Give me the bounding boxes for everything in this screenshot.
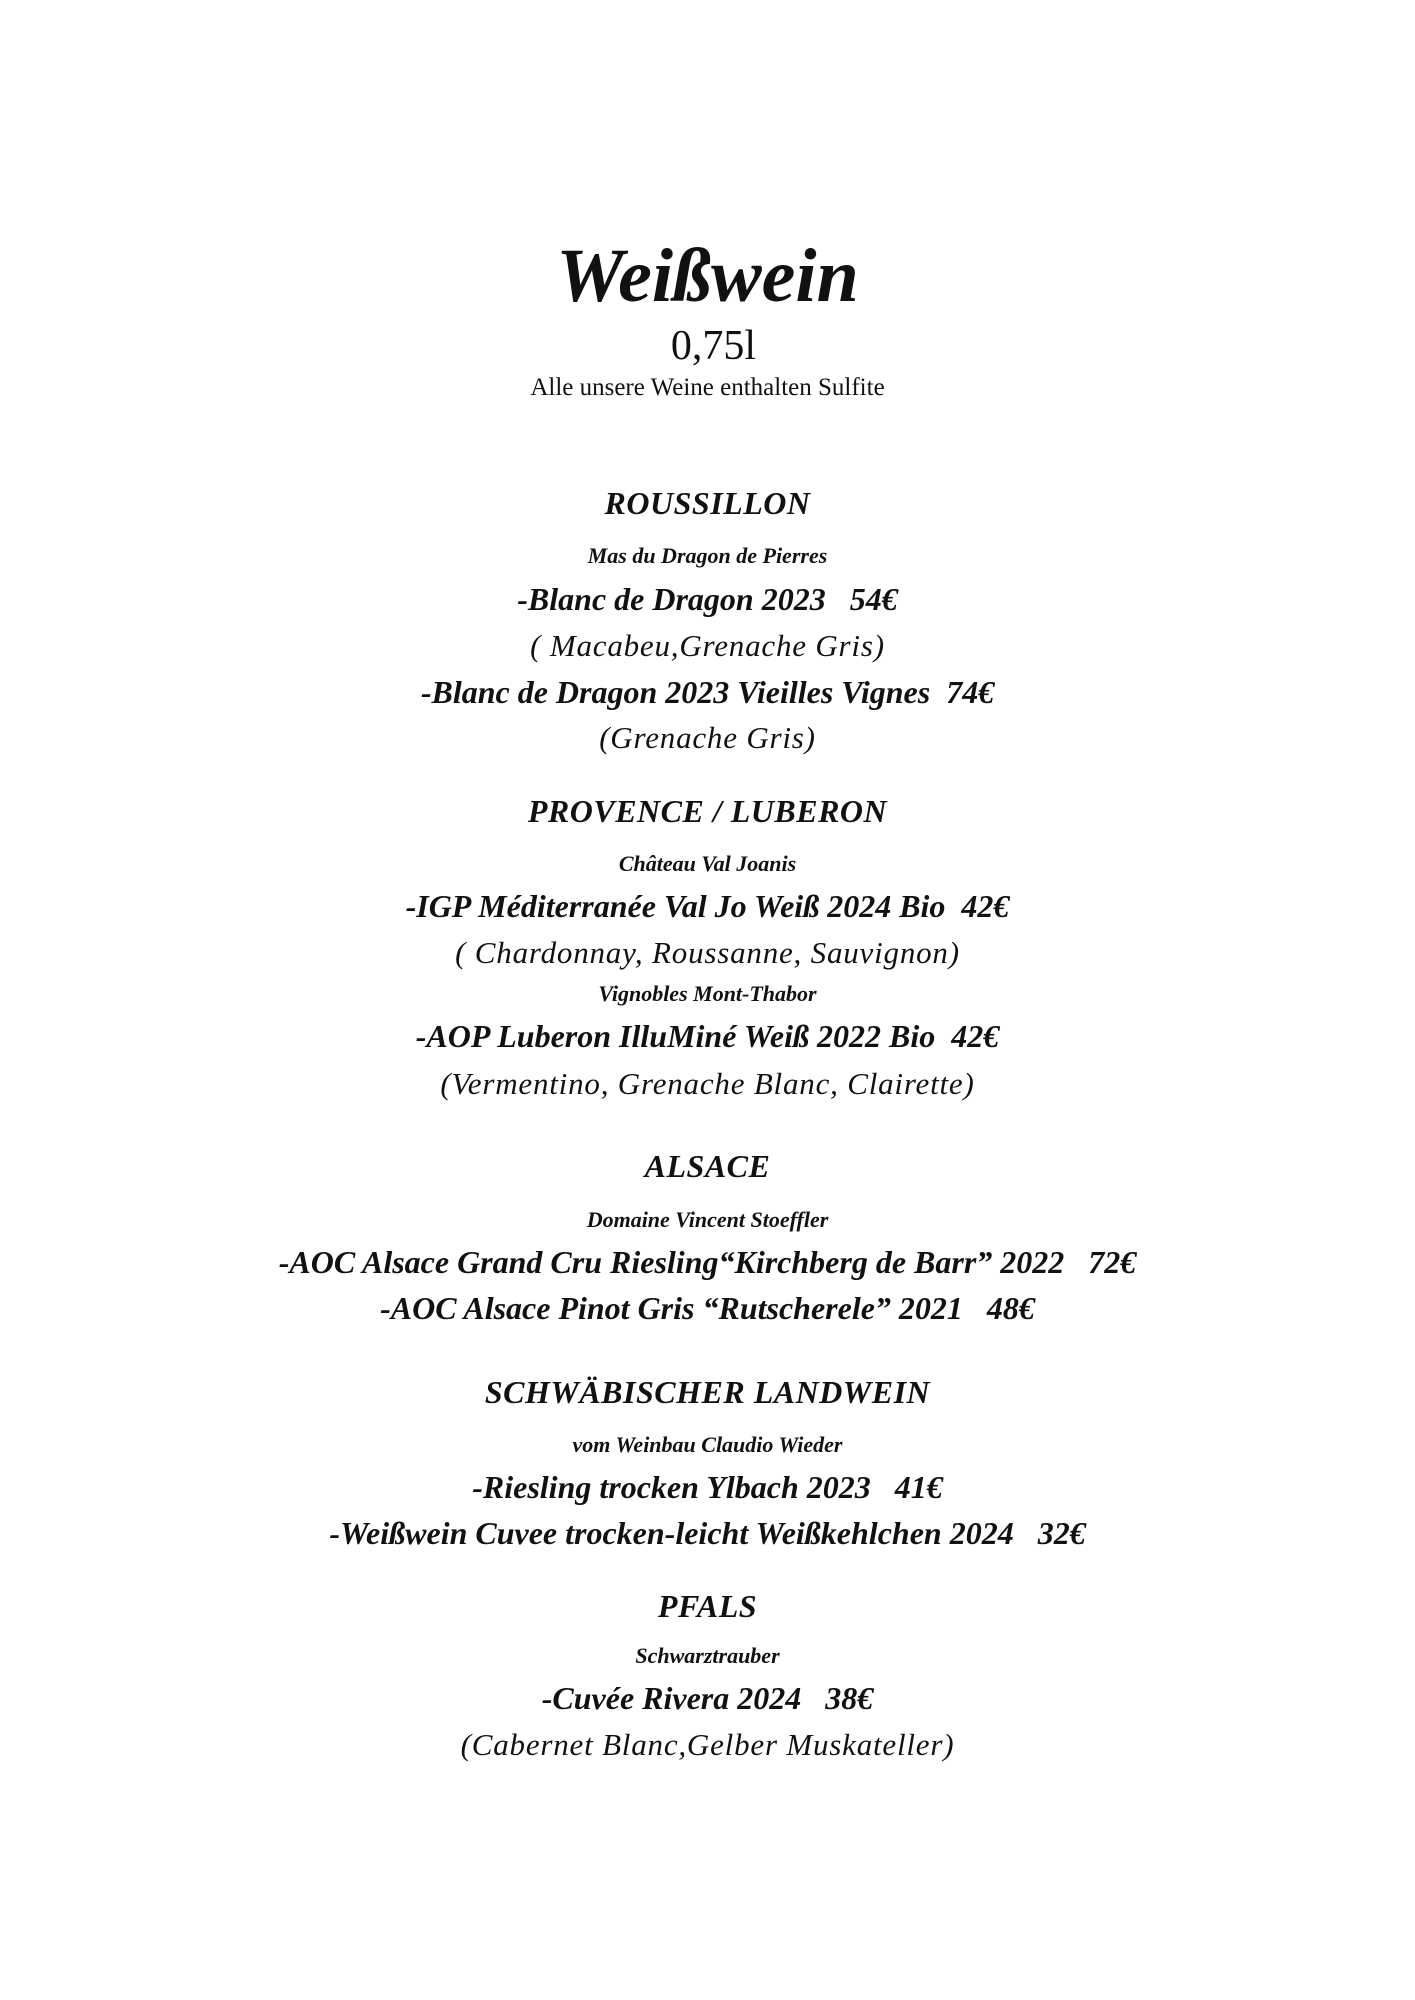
sulfite-note: Alle unsere Weine enthalten Sulfite xyxy=(530,374,885,401)
wine-entry: -Blanc de Dragon 2023 Vieilles Vignes 74€ xyxy=(420,674,995,710)
producer-name: vom Weinbau Claudio Wieder xyxy=(572,1432,843,1457)
producer-name: Domaine Vincent Stoeffler xyxy=(586,1207,829,1232)
wine-entry: -Blanc de Dragon 2023 54€ xyxy=(517,581,898,617)
wine-entry: -Weißwein Cuvee trocken-leicht Weißkehlchen 2024 32€ xyxy=(329,1515,1086,1551)
region-heading-pfals: PFALS xyxy=(657,1588,758,1624)
region-heading-schwaebischer-landwein: SCHWÄBISCHER LANDWEIN xyxy=(484,1374,931,1410)
wine-entry: -AOP Luberon IlluMiné Weiß 2022 Bio 42€ xyxy=(415,1018,1000,1054)
grape-varieties: (Vermentino, Grenache Blanc, Clairette) xyxy=(440,1066,975,1101)
producer-name: Vignobles Mont-Thabor xyxy=(598,981,817,1006)
region-heading-provence-luberon: PROVENCE / LUBERON xyxy=(527,793,888,829)
grape-varieties: (Grenache Gris) xyxy=(599,720,816,755)
producer-name: Schwarztrauber xyxy=(635,1643,780,1668)
region-heading-roussillon: ROUSSILLON xyxy=(604,485,811,521)
wine-entry: -Cuvée Rivera 2024 38€ xyxy=(541,1680,874,1716)
wine-entry: -Riesling trocken Ylbach 2023 41€ xyxy=(472,1469,943,1505)
grape-varieties: ( Macabeu,Grenache Gris) xyxy=(530,628,885,663)
wine-entry: -IGP Méditerranée Val Jo Weiß 2024 Bio 42€ xyxy=(405,888,1010,924)
producer-name: Château Val Joanis xyxy=(618,851,797,876)
wine-entry: -AOC Alsace Grand Cru Riesling“Kirchberg de Barr” 2022 72€ xyxy=(278,1244,1137,1280)
grape-varieties: (Cabernet Blanc,Gelber Muskateller) xyxy=(460,1727,955,1762)
bottle-volume: 0,75l xyxy=(670,323,757,369)
grape-varieties: ( Chardonnay, Roussanne, Sauvignon) xyxy=(455,935,960,970)
region-heading-alsace: ALSACE xyxy=(644,1148,771,1184)
page-title: Weißwein xyxy=(556,234,859,318)
producer-name: Mas du Dragon de Pierres xyxy=(587,543,828,568)
wine-entry: -AOC Alsace Pinot Gris “Rutscherele” 2021 48€ xyxy=(380,1290,1035,1326)
